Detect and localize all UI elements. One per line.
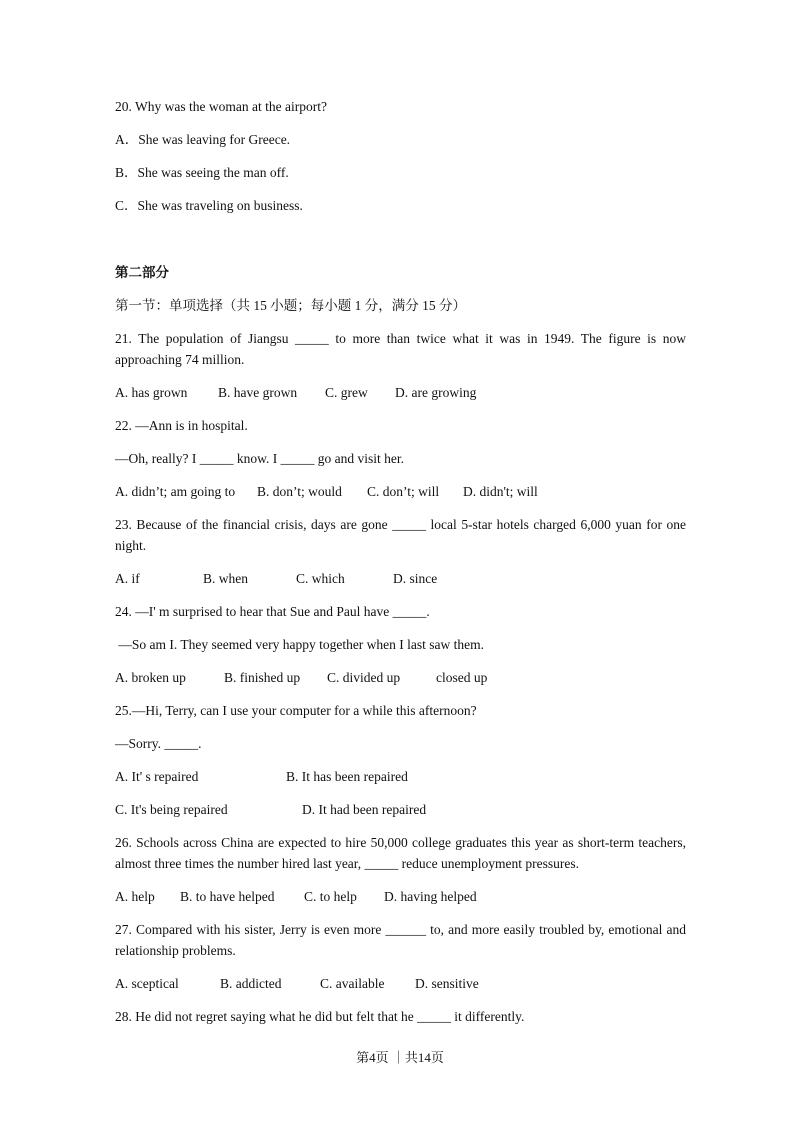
question-stem: 20. Why was the woman at the airport?	[115, 99, 327, 114]
option-d: D. sensitive	[415, 976, 479, 991]
option-b: B. addicted	[220, 976, 282, 991]
options-row	[115, 481, 686, 502]
option-b: B. finished up	[224, 670, 301, 685]
question-stem: 28. He did not regret saying what he did but felt that he _____ it differently.	[115, 1009, 525, 1024]
option-b: B. It has been repaired	[286, 769, 408, 784]
option-a: A. It' s repaired	[115, 769, 199, 784]
option-d: D. are growing	[395, 385, 477, 400]
option-b: B．She was seeing the man off.	[115, 165, 289, 180]
option-d: D. It had been repaired	[302, 802, 427, 817]
option-a: A. help	[115, 889, 155, 904]
option-c: C. which	[296, 571, 345, 586]
option-c: C. available	[320, 976, 385, 991]
options-row	[115, 973, 686, 994]
option-a: A. has grown	[115, 385, 188, 400]
question-stem: 26. Schools across China are expected to hire 50,000 college graduates this year as short-term teachers, almost three times the number hired last year, _____ reduce unemployment pressures.	[115, 835, 686, 871]
options-row	[115, 568, 686, 589]
option-d: D. having helped	[384, 889, 477, 904]
option-a: A．She was leaving for Greece.	[115, 132, 291, 147]
question-21	[115, 328, 686, 403]
option-a: A. if	[115, 571, 140, 586]
option-c: C. don’t; will	[367, 484, 440, 499]
option-c: C. divided up	[327, 670, 401, 685]
question-22	[115, 415, 686, 502]
option-b: B. to have helped	[180, 889, 275, 904]
section-title: 第二部分	[115, 265, 169, 280]
option-c: C. It's being repaired	[115, 802, 228, 817]
option-b: B. have grown	[218, 385, 298, 400]
question-dialog: —So am I. They seemed very happy together when I last saw them.	[115, 637, 485, 652]
option-b: B. when	[203, 571, 248, 586]
question-stem: 23. Because of the financial crisis, days are gone _____ local 5-star hotels charged 6,000 yuan for one night.	[115, 517, 686, 553]
option-a: A. sceptical	[115, 976, 179, 991]
options-row	[115, 382, 686, 403]
option-d: D. since	[393, 571, 438, 586]
question-stem: 27. Compared with his sister, Jerry is even more ______ to, and more easily troubled by, emotional and relationship problems.	[115, 922, 686, 958]
question-25	[115, 700, 686, 820]
question-20	[115, 96, 686, 216]
options-row	[115, 886, 686, 907]
option-c: C. grew	[325, 385, 368, 400]
question-26	[115, 832, 686, 907]
question-stem: 24. —I' m surprised to hear that Sue and Paul have _____.	[115, 604, 430, 619]
question-stem: 21. The population of Jiangsu _____ to more than twice what it was in 1949. The figure is now approaching 74 million.	[115, 331, 686, 367]
page-footer: 第4页 ｜共14页	[356, 1050, 444, 1065]
option-d: D. didn't; will	[463, 484, 538, 499]
question-23	[115, 514, 686, 589]
options-row	[115, 667, 686, 688]
option-a: A. broken up	[115, 670, 186, 685]
option-c: C．She was traveling on business.	[115, 198, 303, 213]
option-a: A. didn’t; am going to	[115, 484, 236, 499]
question-stem: 25.—Hi, Terry, can I use your computer for a while this afternoon?	[115, 703, 477, 718]
question-27	[115, 919, 686, 994]
question-dialog: —Oh, really? I _____ know. I _____ go and visit her.	[115, 451, 404, 466]
exam-page	[115, 96, 686, 1027]
option-c: C. to help	[304, 889, 357, 904]
option-b: B. don’t; would	[257, 484, 342, 499]
question-stem: 22. —Ann is in hospital.	[115, 418, 248, 433]
question-28	[115, 1006, 686, 1027]
options-row	[115, 766, 686, 787]
question-dialog: —Sorry. _____.	[115, 736, 202, 751]
question-24	[115, 601, 686, 688]
options-row	[115, 799, 686, 820]
subsection-title: 第一节：单项选择（共 15 小题；每小题 1 分，满分 15 分）	[115, 298, 466, 313]
option-d: closed up	[436, 670, 488, 685]
